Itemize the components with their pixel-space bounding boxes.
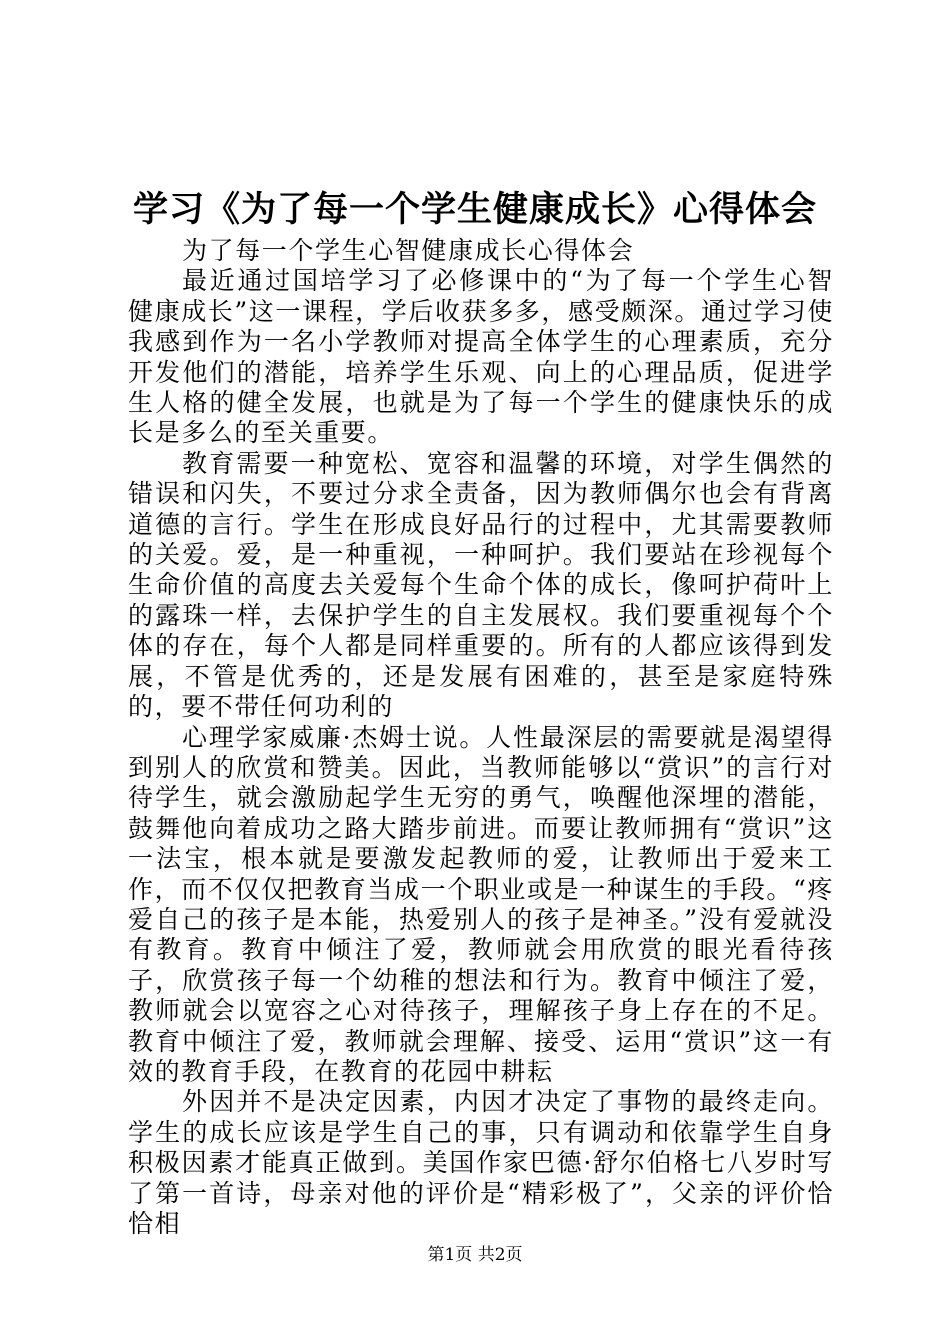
document-body: [128, 236, 834, 1239]
document-title: 学习《为了每一个学生健康成长》心得体会: [132, 189, 817, 230]
page-footer: 第1页 共2页: [427, 1245, 523, 1265]
paragraph-subtitle: 为了每一个学生心智健康成长心得体会: [182, 236, 635, 265]
paragraph-intro: 最近通过国培学习了必修课中的“为了每一个学生心智健康成长”这一课程，学后收获多多，感受颇深。通过学习使我感到作为一名小学教师对提高全体学生的心理素质，充分开发他们的潜能，培养学生乐观、向上的心理品质，促进学生人格的健全发展，也就是为了每一个学生的健康快乐的成长是多么的至关重要。: [128, 266, 834, 448]
paragraph-environment: 教育需要一种宽松、宽容和温馨的环境，对学生偶然的错误和闪失，不要过分求全责备，因为教师偶尔也会有背离道德的言行。学生在形成良好品行的过程中，尤其需要教师的关爱。爱，是一种重视，一种呵护。我们要站在珍视每个生命价值的高度去关爱每个生命个体的成长，像呵护荷叶上的露珠一样，去保护学生的自主发展权。我们要重视每个个体的存在，每个人都是同样重要的。所有的人都应该得到发展，不管是优秀的，还是发展有困难的，甚至是家庭特殊的，要不带任何功利的: [128, 448, 834, 722]
paragraph-appreciation: 心理学家威廉·杰姆士说。人性最深层的需要就是渴望得到别人的欣赏和赞美。因此，当教师能够以“赏识”的言行对待学生，就会激励起学生无穷的勇气，唤醒他深埋的潜能，鼓舞他向着成功之路大踏步前进。而要让教师拥有“赏识”这一法宝，根本就是要激发起教师的爱，让教师出于爱来工作，而不仅仅把教育当成一个职业或是一种谋生的手段。“疼爱自己的孩子是本能，热爱别人的孩子是神圣。”没有爱就没有教育。教育中倾注了爱，教师就会用欣赏的眼光看待孩子，欣赏孩子每一个幼稚的想法和行为。教育中倾注了爱，教师就会以宽容之心对待孩子，理解孩子身上存在的不足。教育中倾注了爱，教师就会理解、接受、运用“赏识”这一有效的教育手段，在教育的花园中耕耘: [128, 722, 834, 1086]
paragraph-internal-factors: 外因并不是决定因素，内因才决定了事物的最终走向。学生的成长应该是学生自己的事，只有调动和依靠学生自身积极因素才能真正做到。美国作家巴德·舒尔伯格七八岁时写了第一首诗，母亲对他的评价是“精彩极了”，父亲的评价恰恰相: [128, 1087, 834, 1238]
